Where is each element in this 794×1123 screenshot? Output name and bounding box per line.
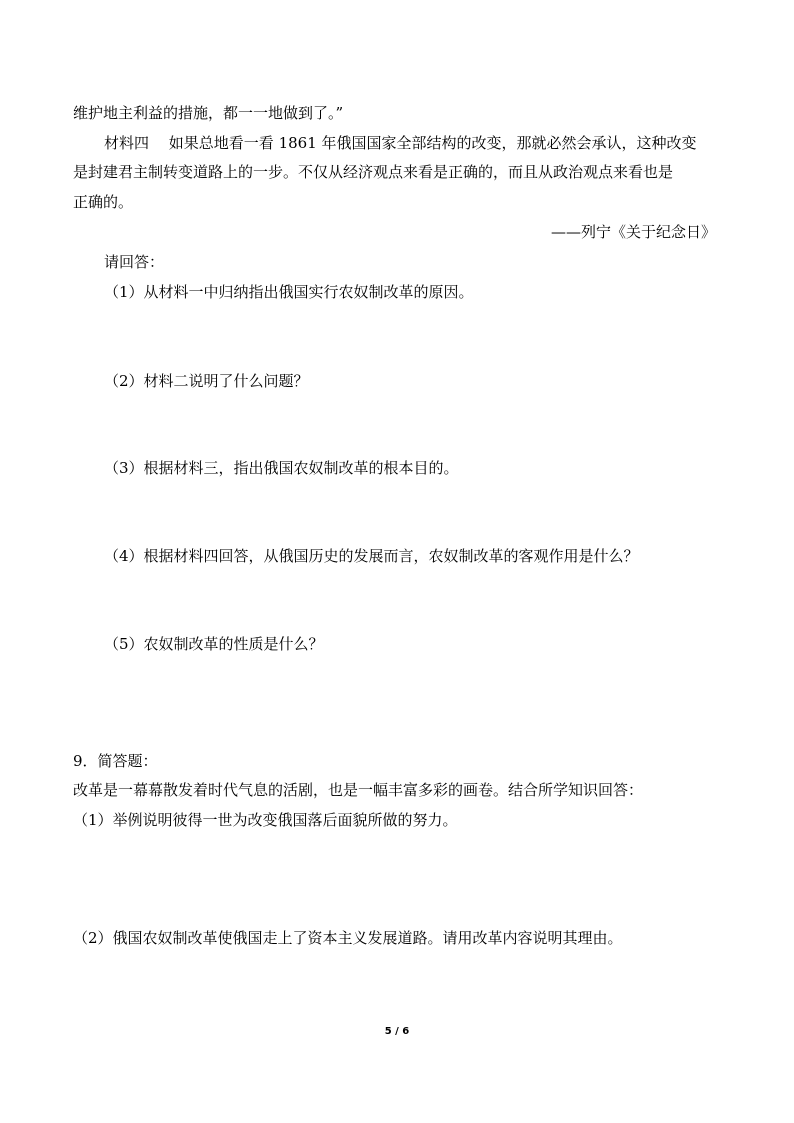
material4-text1: 如果总地看一看 1861 年俄国国家全部结构的改变，那就必然会承认，这种改变 — [168, 134, 697, 152]
question-8-3: （3）根据材料三，指出俄国农奴制改革的根本目的。 — [104, 459, 459, 477]
question-9-1: （1）举例说明彼得一世为改变俄国落后面貌所做的努力。 — [73, 811, 458, 829]
question-8-4: （4）根据材料四回答，从俄国历史的发展而言，农奴制改革的客观作用是什么？ — [104, 547, 639, 565]
material4-label: 材料四 — [104, 134, 150, 152]
question-8-1: （1）从材料一中归纳指出俄国实行农奴制改革的原因。 — [104, 283, 474, 301]
question-9-intro: 改革是一幕幕散发着时代气息的活剧，也是一幅丰富多彩的画卷。结合所学知识回答： — [73, 781, 644, 799]
material3-tail: 维护地主利益的措施，都一一地做到了。” — [73, 104, 344, 122]
material4-source: ——列宁《关于纪念日》 — [550, 223, 716, 241]
page-number: 5 / 6 — [384, 1026, 410, 1037]
question-9-2: （2）俄国农奴制改革使俄国走上了资本主义发展道路。请用改革内容说明其理由。 — [73, 929, 623, 947]
question-9-header: 9．简答题： — [73, 752, 158, 770]
question-8-5: （5）农奴制改革的性质是什么？ — [104, 635, 324, 653]
material4-line1 — [104, 132, 697, 154]
material4-line3: 正确的。 — [73, 193, 134, 211]
question-8-2: （2）材料二说明了什么问题？ — [104, 372, 309, 390]
material4-line2: 是封建君主制转变道路上的一步。不仅从经济观点来看是正确的，而且从政治观点来看也是 — [73, 163, 674, 181]
answer-prompt: 请回答： — [104, 253, 165, 271]
